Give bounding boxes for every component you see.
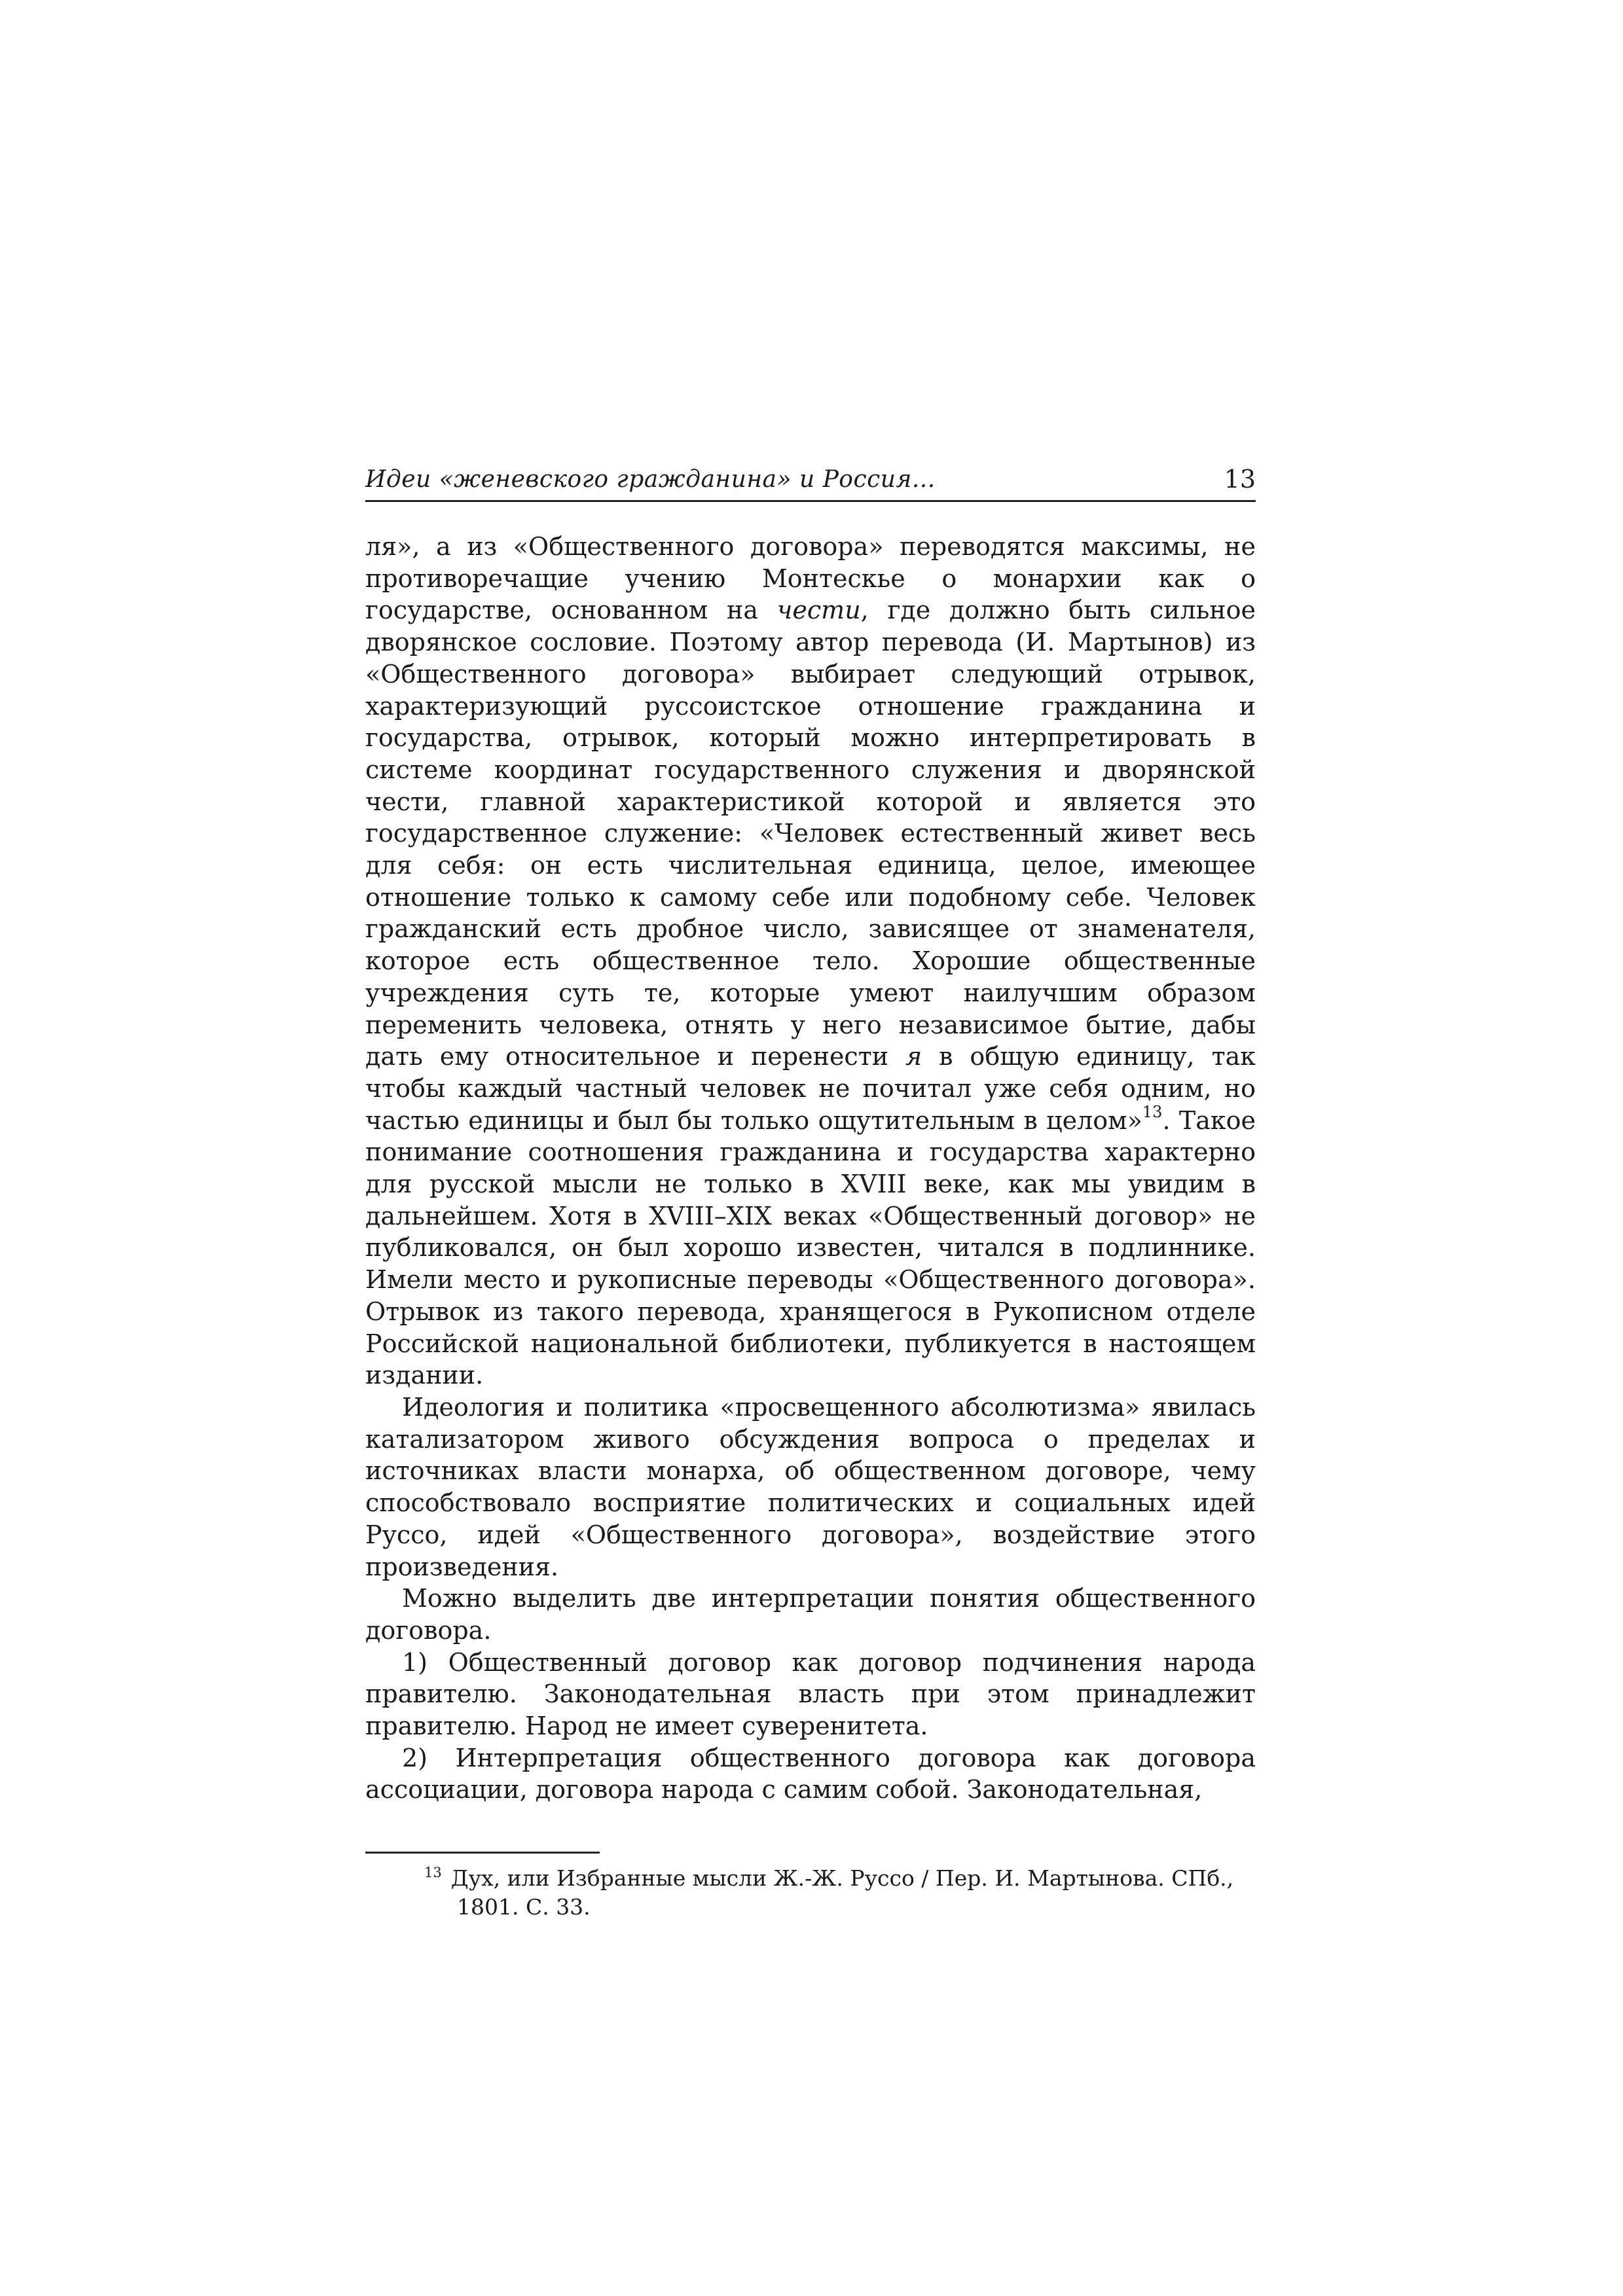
running-head	[365, 458, 1256, 502]
paragraph-1-part-b: , где должно быть сильное дворянское сословие. Поэтому автор перевода (И. Мартынов) из «Общественного договора» выбирает следующий отрывок, характеризующий руссоистское отношение гражданина и государства, отрывок, который можно интерпретировать в системе координат государственного служения и дворянской чести, главной характеристикой которой и является это государственное служение: «Человек естественный живет весь для себя: он есть числительная единица, целое, имеющее отношение только к самому себе или подобному себе. Человек гражданский есть дробное число, зависящее от знаменателя, которое есть общественное тело. Хорошие общественные учреждения суть те, которые умеют наилучшим образом переменить человека, отнять у него независимое бытие, дабы дать ему относительное и перенести	[365, 596, 1256, 1071]
footnote-text: Дух, или Избранные мысли Ж.-Ж. Руссо / Пер. И. Мартынова. СПб., 1801. С. 33.	[450, 1865, 1234, 1920]
paragraph-3: Можно выделить две интерпретации понятия общественного договора.	[365, 1584, 1256, 1645]
book-page	[365, 458, 1256, 1922]
footnote-divider	[365, 1852, 600, 1854]
paragraph-1-part-c: в общую единицу, так чтобы каждый частный человек не почитал уже себя одним, но частью единицы и был бы только ощутительным в целом»	[365, 1042, 1256, 1135]
paragraph-4: 1) Общественный договор как договор подчинения народа правителю. Законодательная власть при этом принадлежит правителю. Народ не имеет суверенитета.	[365, 1647, 1256, 1741]
paragraph-2: Идеология и политика «просвещенного абсолютизма» явилась катализатором живого обсуждения вопроса о пределах и источниках власти монарха, об общественном договоре, чему способствовало восприятие политических и социальных идей Руссо, идей «Общественного договора», воздействие этого произведения.	[365, 1392, 1256, 1581]
italic-word-chesti: чести	[776, 596, 861, 625]
running-title: Идеи «женевского гражданина» и Россия...	[365, 466, 936, 493]
main-text	[365, 531, 1256, 1806]
footnote-number: 13	[424, 1865, 442, 1881]
paragraph-5: 2) Интерпретация общественного договора как договора ассоциации, договора народа с самим собой. Законодательная,	[365, 1743, 1256, 1804]
page-number: 13	[1224, 465, 1256, 493]
italic-word-ya: я	[905, 1042, 922, 1071]
footnote-reference[interactable]: 13	[1142, 1102, 1163, 1121]
paragraph-1	[365, 531, 1256, 1391]
footnote	[365, 1864, 1256, 1922]
paragraph-1-part-d: . Такое понимание соотношения гражданина и государства характерно для русской мысли не только в XVIII веке, как мы увидим в дальнейшем. Хотя в XVIII–XIX веках «Общественный договор» не публиковался, он был хорошо известен, читался в подлиннике. Имели место и рукописные переводы «Общественного договора». Отрывок из такого перевода, хранящегося в Рукописном отделе Российской национальной библиотеки, публикуется в настоящем издании.	[365, 1105, 1256, 1390]
paragraph-1-part-a: ля», а из «Общественного договора» переводятся максимы, не противоречащие учению Монтескье о монархии как о государстве, основанном на	[365, 532, 1256, 625]
